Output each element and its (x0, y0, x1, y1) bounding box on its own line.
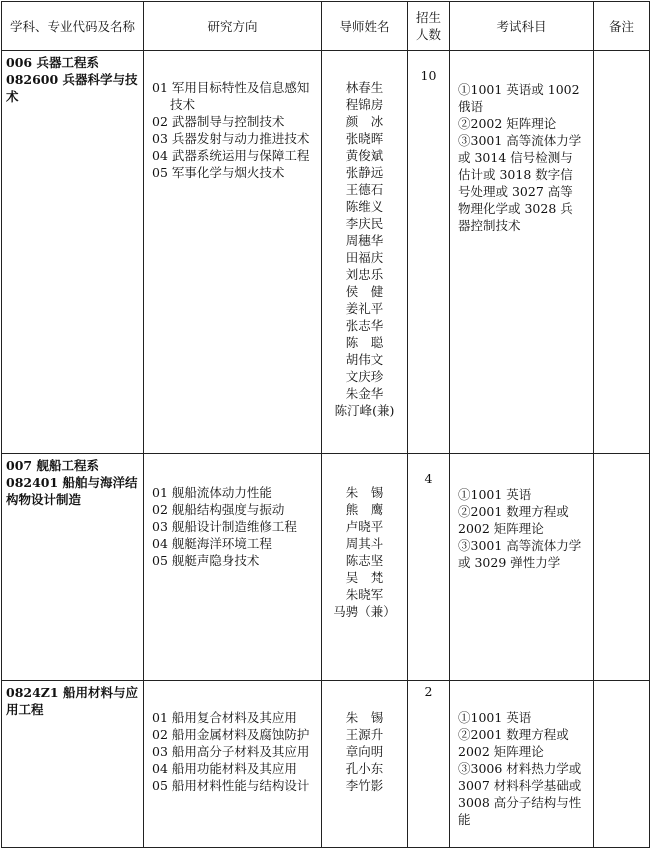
major-cell (2, 454, 144, 681)
advisor-name: 文庆珍 (345, 369, 384, 384)
advisor-name: 吴 梵 (345, 570, 384, 585)
header-exam: 考试科目 (450, 2, 594, 51)
major-cell (2, 51, 144, 454)
note-cell (594, 681, 650, 848)
table-row (2, 681, 650, 848)
advisor-name: 陈汀峰(兼) (334, 403, 395, 418)
advisor-name: 周穗华 (345, 233, 384, 248)
direction-item: 03 舰船设计制造维修工程 (152, 519, 297, 534)
direction-item: 03 船用高分子材料及其应用 (152, 744, 310, 759)
direction-item: 03 兵器发射与动力推进技术 (152, 131, 310, 146)
advisor-name: 陈维义 (345, 199, 384, 214)
advisor-name: 朱晓军 (345, 587, 384, 602)
exam-item: ②2001 数理方程或 2002 矩阵理论 (458, 727, 569, 759)
advisor-name: 李庆民 (345, 216, 384, 231)
exams-cell (450, 51, 594, 454)
quota-cell: 10 (408, 51, 450, 454)
direction-item: 05 军事化学与烟火技术 (152, 165, 285, 180)
table-row (2, 454, 650, 681)
dept-name: 007 舰船工程系 (6, 458, 99, 473)
advisor-name: 朱 锡 (345, 710, 384, 725)
advisor-name: 程锦房 (345, 97, 384, 112)
exam-item: ③3006 材料热力学或 3007 材料科学基础或 3008 高分子结构与性能 (458, 761, 582, 827)
header-direction: 研究方向 (144, 2, 322, 51)
advisor-name: 周其斗 (345, 536, 384, 551)
header-advisor: 导师姓名 (322, 2, 408, 51)
exam-item: ①1001 英语或 1002 俄语 (458, 82, 580, 114)
note-cell (594, 51, 650, 454)
advisor-name: 张志华 (345, 318, 384, 333)
advisor-name: 朱 锡 (345, 485, 384, 500)
quota-cell: 2 (408, 681, 450, 848)
advisors-cell (322, 454, 408, 681)
direction-item: 02 船用金属材料及腐蚀防护 (152, 727, 310, 742)
major-name: 082401 船舶与海洋结构物设计制造 (6, 475, 138, 507)
advisor-name: 侯 健 (345, 284, 384, 299)
advisor-name: 熊 鹰 (345, 502, 384, 517)
exams-cell (450, 454, 594, 681)
exam-item: ③3001 高等流体力学或 3029 弹性力学 (458, 538, 582, 570)
advisor-name: 王源升 (345, 727, 384, 742)
direction-item: 04 船用功能材料及其应用 (152, 761, 297, 776)
advisor-name: 马骋（兼） (333, 604, 396, 619)
note-cell (594, 454, 650, 681)
direction-item: 05 舰艇声隐身技术 (152, 553, 260, 568)
advisor-name: 张静远 (345, 165, 384, 180)
header-quota (408, 2, 450, 51)
advisor-name: 陈志坚 (345, 553, 384, 568)
direction-item: 01 舰船流体动力性能 (152, 485, 272, 500)
exam-item: ②2002 矩阵理论 (458, 116, 557, 131)
advisor-name: 胡伟文 (345, 352, 384, 367)
major-cell (2, 681, 144, 848)
direction-item: 05 船用材料性能与结构设计 (152, 778, 310, 793)
header-note: 备注 (594, 2, 650, 51)
advisor-name: 张晓晖 (345, 131, 384, 146)
advisor-name: 刘忠乐 (345, 267, 384, 282)
header-row (2, 2, 650, 51)
exam-item: ②2001 数理方程或 2002 矩阵理论 (458, 504, 569, 536)
exam-item: ①1001 英语 (458, 710, 532, 725)
directions-cell (144, 51, 322, 454)
dept-name: 006 兵器工程系 (6, 55, 99, 70)
advisor-name: 孔小东 (345, 761, 384, 776)
major-name: 0824Z1 船用材料与应用工程 (6, 685, 138, 717)
major-name: 082600 兵器科学与技术 (6, 72, 138, 104)
header-quota-line2: 人数 (415, 27, 441, 42)
advisor-name: 章向明 (345, 744, 384, 759)
direction-item: 01 船用复合材料及其应用 (152, 710, 297, 725)
advisors-cell (322, 681, 408, 848)
advisor-name: 李竹影 (345, 778, 384, 793)
exams-cell (450, 681, 594, 848)
directions-cell (144, 681, 322, 848)
exam-item: ③3001 高等流体力学或 3014 信号检测与估计或 3018 数字信号处理或 3027 高等物理化学或 3028 兵器控制技术 (458, 133, 582, 233)
advisor-name: 卢晓平 (345, 519, 384, 534)
advisor-name: 姜礼平 (345, 301, 384, 316)
header-subject: 学科、专业代码及名称 (2, 2, 144, 51)
direction-item: 04 武器系统运用与保障工程 (152, 148, 310, 163)
direction-item: 01 军用目标特性及信息感知技术 (152, 80, 310, 112)
quota-cell: 4 (408, 454, 450, 681)
exam-item: ①1001 英语 (458, 487, 532, 502)
advisor-name: 颜 冰 (345, 114, 384, 129)
directions-cell (144, 454, 322, 681)
advisor-name: 朱金华 (345, 386, 384, 401)
advisor-name: 黄俊斌 (345, 148, 384, 163)
direction-item: 02 舰船结构强度与振动 (152, 502, 285, 517)
direction-item: 02 武器制导与控制技术 (152, 114, 285, 129)
advisors-cell (322, 51, 408, 454)
enrollment-table (1, 1, 650, 848)
header-quota-line1: 招生 (415, 10, 441, 25)
advisor-name: 王德石 (345, 182, 384, 197)
advisor-name: 林春生 (345, 80, 384, 95)
advisor-name: 田福庆 (345, 250, 384, 265)
direction-item: 04 舰艇海洋环境工程 (152, 536, 272, 551)
table-row (2, 51, 650, 454)
advisor-name: 陈 聪 (345, 335, 384, 350)
